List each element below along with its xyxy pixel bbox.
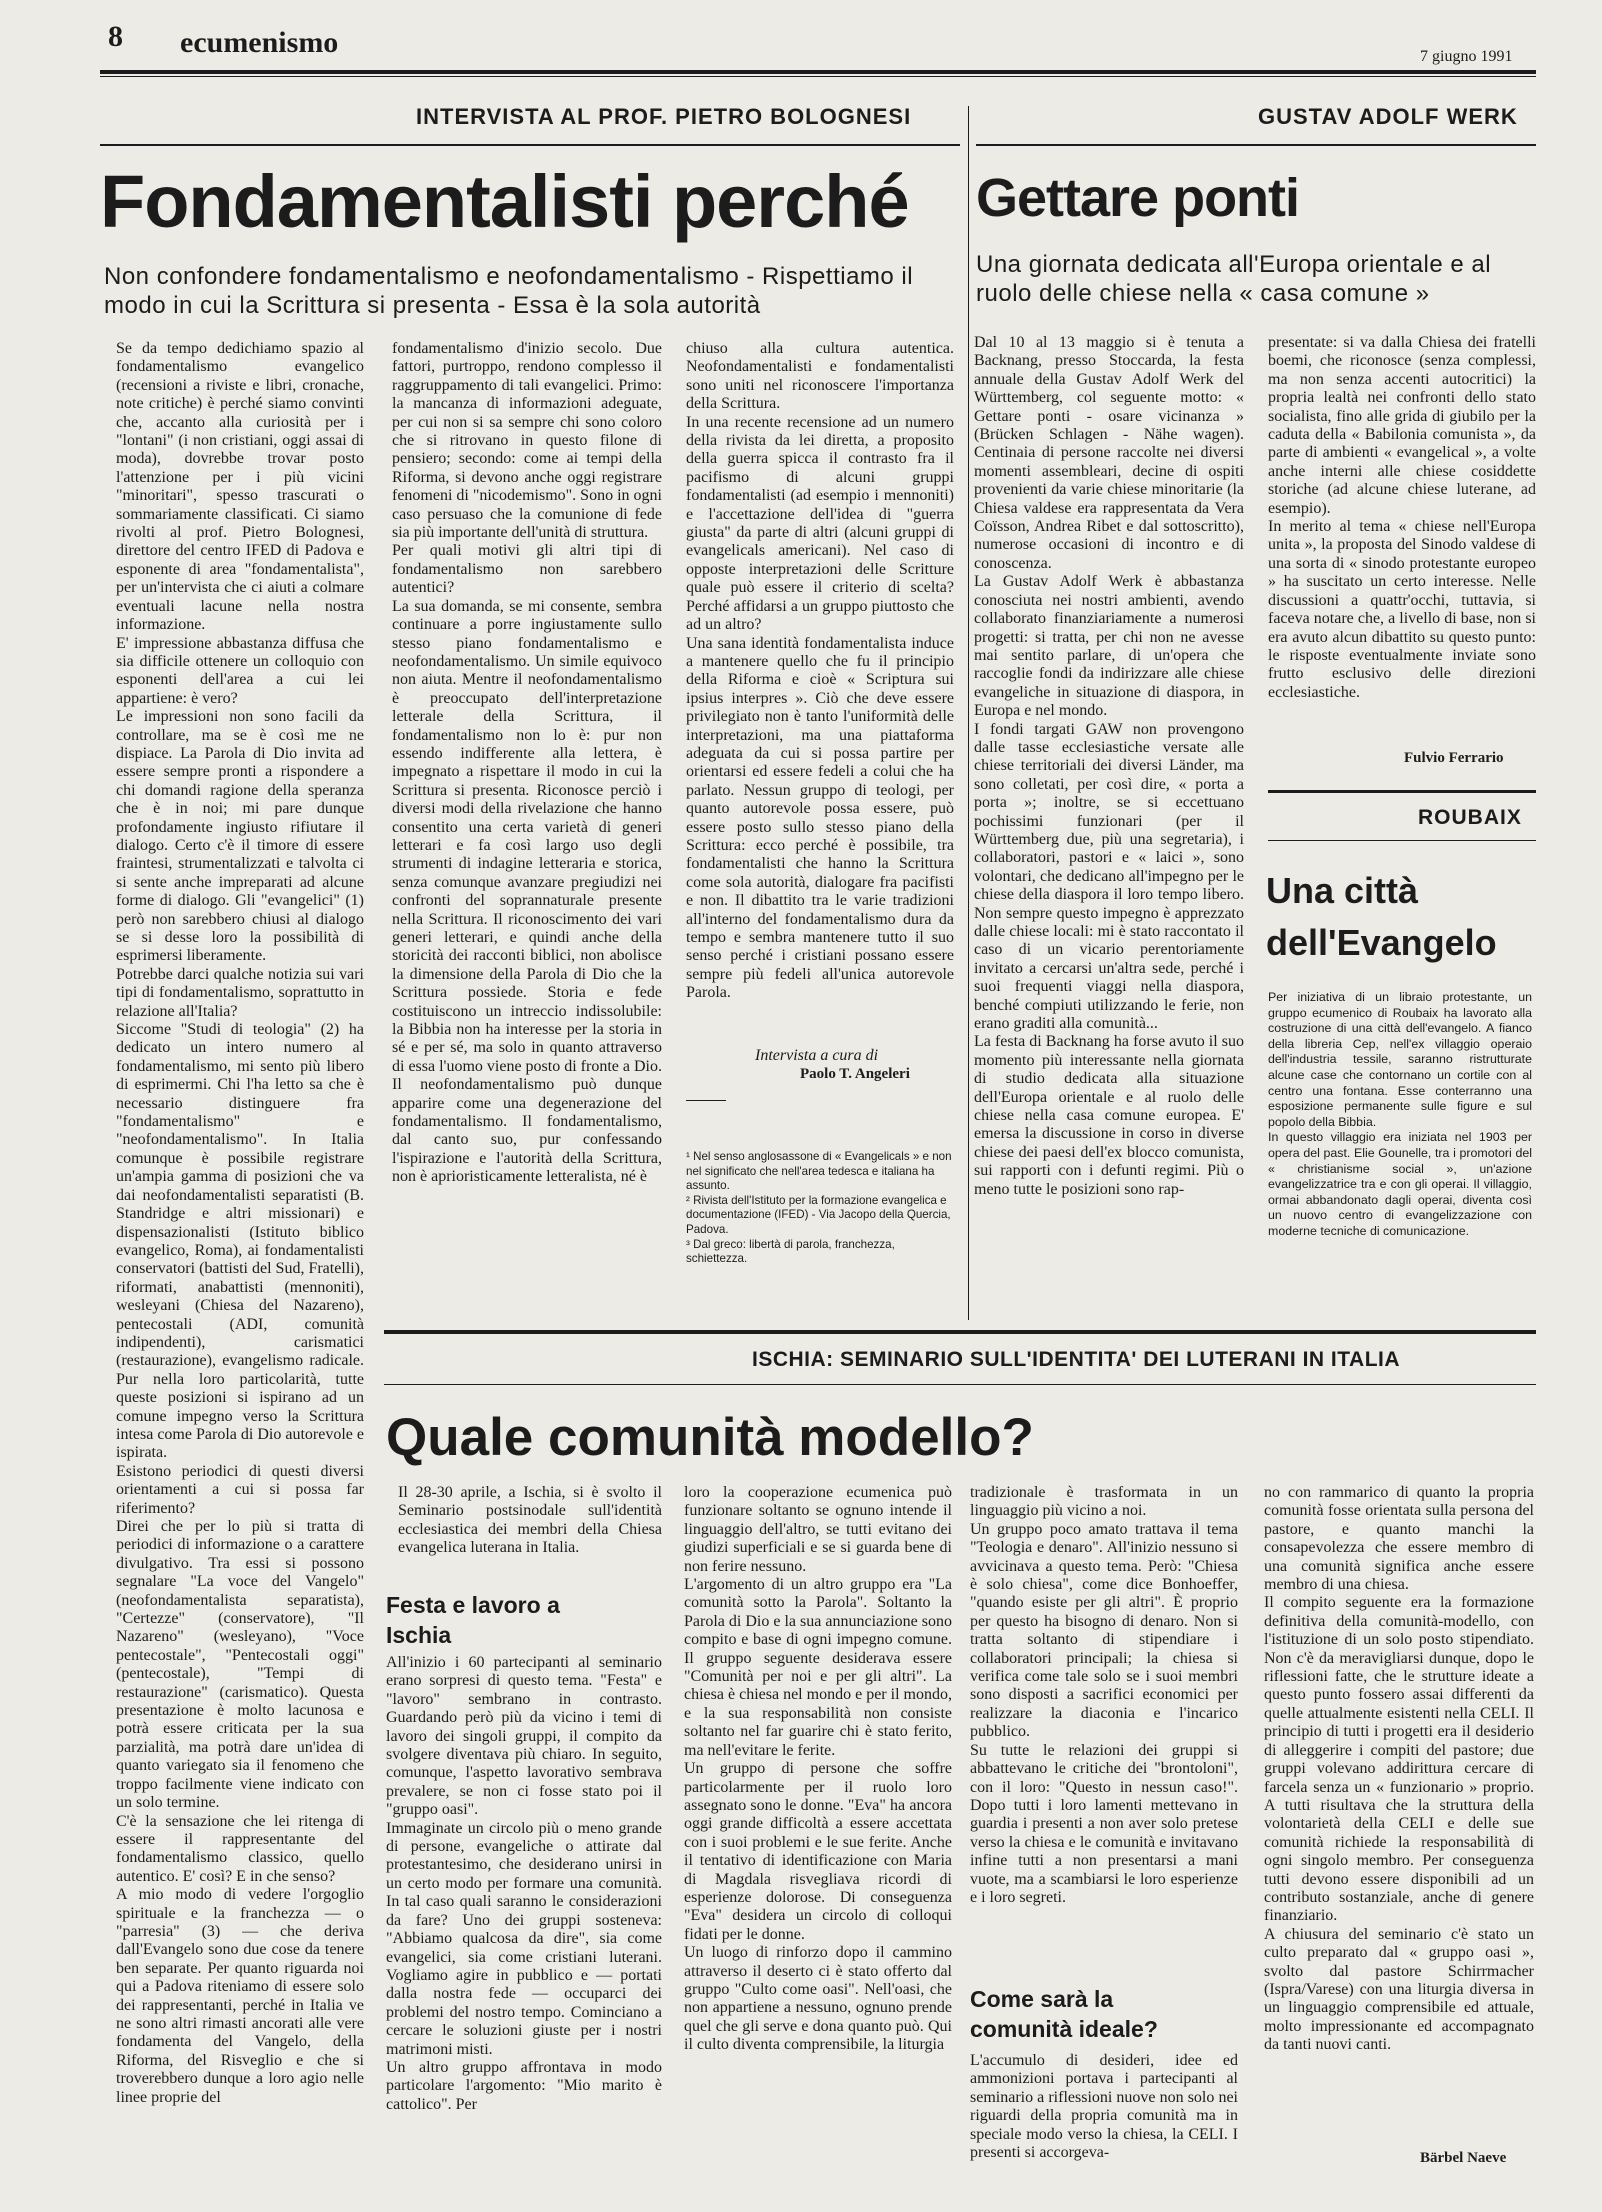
bolognesi-footnotes: ¹ Nel senso anglosassone di « Evangelicals » e non nel significato che nell'area tedesca e italiana ha assunto. ² Rivista dell'Istituto per la formazione evangelica e documentazione (IFED) - Via Jacopo della Quercia, Padova. ³ Dal greco: libertà di parola, franchezza, schiettezza. — [686, 1150, 952, 1266]
kicker-gaw: GUSTAV ADOLF WERK — [1258, 104, 1518, 129]
ischia-col1-intro: Il 28-30 aprile, a Ischia, si è svolto il Seminario postsinodale sull'identità ecclesiastica dei membri della Chiesa evangelica luterana in Italia. — [398, 1484, 662, 1557]
ischia-col3-body: L'accumulo di desideri, idee ed ammonizioni portava i partecipanti al seminario a riflessioni nuove non solo nei riguardi della propria comunità ma in speciale modo verso la chiesa, la CELI. I presenti si accorgeva- — [970, 2052, 1238, 2162]
ischia-col4: no con rammarico di quanto la propria comunità fosse orientata sulla persona del pastore, e quanto manchi la consapevolezza che essere membro di una comunità significa anche essere membro di una chiesa. Il compito seguente era la formazione definitiva della comunità-modello, con l'istituzione di un solo posto stipendiato. Non c'è da meravigliarsi dunque, dopo le riflessioni fatte, che le strutture ideate a questo punto fossero assai differenti da quelle attualmente esistenti nella CELI. Il principio di tutti i progetti era il desiderio di alleggerire i compiti del pastore; due gruppi volevano addirittura cercare di farcela senza un « funzionario » proprio. A tutti risultava che la struttura della volontarietà della CELI e delle sue comunità richiede la responsabilità di ogni singolo membro. Per conseguenza tutti devono essere disponibili ad un contributo sostanziale, anche di genere finanziario. A chiusura del seminario c'è stato un culto preparato dal « gruppo oasi », svolto dal pastore Schirrmacher (Ispra/Varese) con una liturgia diversa in un linguaggio comprensibile ed attuale, molto impressionante ed accompagnato da tanti nuovi canti. — [1264, 1484, 1534, 2054]
gaw-col1: Dal 10 al 13 maggio si è tenuta a Backnang, presso Stoccarda, la festa annuale della Gustav Adolf Werk del Württemberg, col seguente motto: « Gettare ponti - osare vicinanza » (Brücken Schlagen - Nähe wagen). Centinaia di persone raccolte nei diversi momenti assembleari, decine di ospiti provenienti da varie chiese minoritarie (la Chiesa valdese era rappresentata da Vera Coïsson, Andrea Ribet e dal sottoscritto), numerose occasioni di incontro e di conoscenza. La Gustav Adolf Werk è abbastanza conosciuta nei nostri ambienti, avendo collaborato finanziariamente a numerosi progetti: si tratta, per chi non ne avesse mai sentito parlare, di un'opera che raccoglie fondi da indirizzare alle chiese evangeliche in situazione di diaspora, in Europa e nel mondo. I fondi targati GAW non provengono dalle tasse ecclesiastiche versate alle chiese territoriali dei diversi Länder, ma sono colletati, per così dire, « porta a porta »; inoltre, se si eccettuano pochissimi funzionari (per il Württemberg due, più una segretaria), i collaboratori, pastori e « laici », sono volontari, che dedicano all'impegno per le chiese della diaspora il loro tempo libero. Non sempre questo impegno è apprezzato dalle chiese locali: mi è stato raccontato il caso di un vicario perentoriamente invitato a cercarsi un'altra sede, perché i suoi frequenti viaggi nella diaspora, benché compiuti utilizzando le ferie, non erano graditi alla comunità... La festa di Backnang ha forse avuto il suo momento più interessante nella giornata di studio dedicata alla situazione dell'Europa orientale e al ruolo delle chiese nella casa comune europea. E' emersa la discussione in corso in diverse chiese dei paesi dell'ex blocco comunista, sui rapporti con i defunti regimi. Più o meno tutte le posizioni sono rap- — [974, 334, 1244, 1198]
issue-date: 7 giugno 1991 — [1420, 48, 1513, 65]
kicker-bolognesi: INTERVISTA AL PROF. PIETRO BOLOGNESI — [416, 104, 912, 129]
headline-roubaix-2: dell'Evangelo — [1266, 922, 1497, 963]
headline-roubaix-1: Una città — [1266, 870, 1419, 911]
page-number: 8 — [108, 20, 123, 53]
masthead-rule-thin — [100, 76, 1536, 77]
kicker-rule-gaw — [976, 144, 1536, 146]
bolognesi-col2: fondamentalismo d'inizio secolo. Due fattori, purtroppo, rendono complesso il raggruppamento di tali evangelici. Primo: la mancanza di informazioni adeguate, per cui non si sa sempre chi sono coloro che si ritrovano in questo filone di pensiero; secondo: come ai tempi della Riforma, si devono anche oggi registrare fenomeni di "nicodemismo". Sono in ogni caso persuaso che la comunione di fede sia più importante dell'unità di struttura. Per quali motivi gli altri tipi di fondamentalismo non sarebbero autentici? La sua domanda, se mi consente, sembra continuare a porre ingiustamente sullo stesso piano fondamentalismo e neofondamentalismo. Un simile equivoco non aiuta. Mentre il neofondamentalismo è preoccupato dell'interpretazione letterale della Scrittura, il fondamentalismo non lo è: pur non essendo indifferente alla lettera, è impegnato a rispettare il modo in cui la Scrittura si presenta. Riconosce perciò i diversi modi della rivelazione che hanno consentito una certa varietà di generi letterari e fa così largo uso degli strumenti di indagine letteraria e storica, senza comunque avanzare pregiudizi nei confronti del soprannaturale presente nella Scrittura. Il riconoscimento dei vari generi letterari, e quindi anche della storicità dei racconti biblici, non abolisce la dimensione della Parola di Dio che la Scrittura possiede. Storia e fede costituiscono un intreccio indissolubile: la Bibbia non ha interesse per la storia in sé e per sé, ma solo in quanto attraverso di essa l'uomo viene posto di fronte a Dio. Il neofondamentalismo può dunque apparire come una degenerazione del fondamentalismo. Il fondamentalismo, dal canto suo, pur confessando l'ispirazione e l'autorità della Scrittura, non è aprioristicamente letteralista, né è — [392, 340, 662, 1186]
subtitle-bolognesi: Non confondere fondamentalismo e neofondamentalismo - Rispettiamo il modo in cui la Scrittura si presenta - Essa è la sola autorità — [104, 263, 914, 319]
ischia-top-rule — [384, 1330, 1536, 1334]
subhead-festa: Festa e lavoro a Ischia — [386, 1592, 560, 1648]
headline-ischia: Quale comunità modello? — [386, 1408, 1034, 1467]
masthead-rule — [100, 70, 1536, 74]
ischia-col3: tradizionale è trasformata in un linguaggio più vicino a noi. Un gruppo poco amato trattava il tema "Teologia e denaro". All'inizio nessuno si avvicinava a questo tema. Però: "Chiesa è solo chiesa", come dice Bonhoeffer, "quando esiste per gli altri". È proprio per questo ha bisogno di denaro. Non si tratta soltanto di stipendiare i collaboratori principali; la chiesa si verifica come tale solo se i suoi membri sono disposti a sacrifici economici per realizzare la diaconia e l'incarico pubblico. Su tutte le relazioni dei gruppi si abbattevano le critiche dei "brontoloni", con il loro: "Questo in nessun caso!". Dopo tutti i loro lamenti mettevano in guardia i presenti a non aver solo pretese verso la chiesa e le comunità e invitavano infine tutti a non presentarsi a mani vuote, ma a scambiarsi le loro esperienze e i loro segreti. — [970, 1484, 1238, 1906]
section-name: ecumenismo — [180, 26, 339, 59]
gaw-signature: Fulvio Ferrario — [1404, 750, 1504, 766]
headline-gaw: Gettare ponti — [976, 168, 1300, 228]
subtitle-gaw: Una giornata dedicata all'Europa orientale e al ruolo delle chiese nella « casa comune » — [976, 251, 1492, 307]
bolognesi-col1: Se da tempo dedichiamo spazio al fondamentalismo evangelico (recensioni a riviste e libri, cronache, note critiche) è perché siamo convinti che, accanto alla curiosità per i "lontani" (i non cristiani, oggi assai di moda), dovrebbe trovar posto l'attenzione per i più vicini "minoritari", spesso trascurati o sommariamente classificati. Ci siamo rivolti al prof. Pietro Bolognesi, direttore del centro IFED di Padova e esponente di area "fondamentalista", per un'intervista che ci aiuti a colmare eventuali lacune nella nostra informazione. E' impressione abbastanza diffusa che sia difficile ottenere un colloquio con esponenti dell'area a cui lei appartiene: è vero? Le impressioni non sono facili da controllare, ma se è così me ne dispiace. La Parola di Dio invita ad essere sempre pronti a rispondere a chi domandi ragione della speranza che è in noi; mi pare dunque profondamente ingiusto rifiutare il dialogo. Certo c'è il timore di essere fraintesi, strumentalizzati e talvolta ci si sente anche impreparati ad alcune forme di dialogo. Gli "evangelici" (1) però non sarebbero chiusi al dialogo se si desse loro la possibilità di esprimersi liberamente. Potrebbe darci qualche notizia sui vari tipi di fondamentalismo, soprattutto in relazione all'Italia? Siccome "Studi di teologia" (2) ha dedicato un intero numero al fondamentalismo, mi sento più libero di esprimermi. Chi l'ha letto sa che è necessario distinguere fra "fondamentalismo" e "neofondamentalismo". In Italia comunque è possibile registrare un'ampia gamma di posizioni che va dai neofondamentalisti separatisti (B. Standridge e altri missionari) e dispensazionalisti (Istituto biblico evangelico, Roma), ai fondamentalisti conservatori (battisti del Sud, Fratelli), riformati, anabattisti (mennoniti), wesleyani (Chiesa del Nazareno), pentecostali (ADI, comunità indipendenti), carismatici (restaurazione), evangelismo radicale. Pur nella loro particolarità, tutte queste posizioni si ispirano ad un comune impegno verso la Scrittura intesa come Parola di Dio autorevole e ispirata. Esistono periodici di questi diversi orientamenti a cui si possa far riferimento? Direi che per lo più si tratta di periodici di informazione o a carattere divulgativo. Tra essi si possono segnalare "La voce del Vangelo" (neofondamentalista separatista), "Certezze" (conservatore), "Il Nazareno" (wesleyano), "Voce pentecostale", "Pentecostali oggi" (pentecostale), "Tempi di restaurazione" (carismatico). Questa presentazione è molto lacunosa e potrà essere criticata per la sua parzialità, ma potrà dare un'idea di quanto variegato sia il fenomeno che troppo facilmente viene indicato con un solo termine. C'è la sensazione che lei ritenga di essere il rappresentante del fondamentalismo classico, quello autentico. E' così? E in che senso? A mio modo di vedere l'orgoglio spirituale e la franchezza — o "parresia" (3) — che deriva dall'Evangelo sono due cose da tenere ben separate. Per quanto riguarda noi qui a Padova riteniamo di essere solo dei rappresentanti, perché in Italia ve ne sono altri rimasti ancorati alle vere fondamenta del Vangelo, della Riforma, del Risveglio e che si troverebbero dunque a loro agio nelle linee proprie del — [116, 340, 364, 2106]
byline-name: Paolo T. Angeleri — [800, 1066, 910, 1082]
roubaix-top-rule — [1268, 790, 1536, 793]
ischia-col1-body: All'inizio i 60 partecipanti al seminario erano sorpresi di questo tema. "Festa" e "lavoro" sembrano in contrasto. Guardando però più da vicino i temi di lavoro dei singoli gruppi, il compito da svolgere diventava più chiaro. In seguito, comunque, l'aspetto lavorativo sembrava prevalere, se non ci fosse stato poi il "gruppo oasi". Immaginate un circolo più o meno grande di persone, evangeliche o attirate dal protestantesimo, che desiderano unirsi in un certo modo per formare una comunità. In tal caso quali saranno le considerazioni da fare? Uno dei gruppi sosteneva: "Abbiamo qualcosa da dire", sia come evangelici, sia come cristiani luterani. Vogliamo agire in pubblico e — portati dalla nostra fede — occuparci dei problemi del nostro tempo. Cominciano a cercare le soluzioni giuste per i nostri matrimoni misti. Un altro gruppo affrontava in modo particolare l'argomento: "Mio marito è cattolico". Per — [386, 1654, 662, 2113]
subhead-comunita-ideale: Come sarà la comunità ideale? — [970, 1986, 1158, 2042]
ischia-kicker-rule — [384, 1384, 1536, 1385]
footnote-rule — [686, 1100, 726, 1101]
kicker-roubaix: ROUBAIX — [1418, 806, 1522, 829]
byline-label: Intervista a cura di — [755, 1047, 879, 1064]
bolognesi-col3: chiuso alla cultura autentica. Neofondamentalisti e fondamentalisti sono uniti nel riconoscere l'importanza della Scrittura. In una recente recensione ad un numero della rivista da lei diretta, a proposito della guerra spicca il contrasto fra il pacifismo di alcuni gruppi fondamentalisti (ad esempio i mennoniti) e l'accettazione dell'idea di "guerra giusta" da parte di altri (alcuni gruppi di evangelicals americani). Nel caso di opposte interpretazioni delle Scritture quale può essere il criterio di scelta? Perché affidarsi a un gruppo piuttosto che ad un altro? Una sana identità fondamentalista induce a mantenere quello che fu il principio della Riforma e cioè « Scriptura sui ipsius interpres ». Ciò che deve essere privilegiato non è tanto l'uniformità delle interpretazioni, ma una piattaforma adeguata da cui si possa partire per orientarsi ed essere fedeli a colui che ha parlato. Nessun gruppo di teologi, per quanto autorevole possa essere, può essere posto sullo stesso piano della Scrittura: ecco perché è possibile, tra fondamentalisti che hanno la Scrittura come sola autorità, dialogare fra pacifisti e non. Il dibattito tra le varie tradizioni all'interno del fondamentalismo dura da tempo e sembra mantenere tutto il suo senso perché i cristiani possano essere sempre più fedeli all'unica autorevole Parola. — [686, 340, 954, 1002]
kicker-rule-bolognesi — [100, 144, 960, 146]
roubaix-kicker-rule — [1268, 840, 1536, 841]
roubaix-body: Per iniziativa di un libraio protestante, un gruppo ecumenico di Roubaix ha lavorato alla costruzione di una città dell'evangelo. A fianco della libreria Cep, nell'ex villaggio operaio dell'industria tessile, saranno ristrutturate alcune case che contornano un cortile con al centro una fontana. Esse conterranno una esposizione permanente sulle figure e sul popolo della Bibbia. In questo villaggio era iniziata nel 1903 per opera del past. Elie Gounelle, tra i promotori del « christianisme social », un'azione evangelizzatrice tra e con gli operai. Il villaggio, ormai abbandonato dagli operai, diventa così un nuovo centro di evangelizzazione con moderne tecniche di comunicazione. — [1268, 990, 1532, 1238]
ischia-signature: Bärbel Naeve — [1420, 2150, 1507, 2166]
column-divider — [968, 106, 969, 1320]
ischia-col2: loro la cooperazione ecumenica può funzionare soltanto se ognuno intende il linguaggio dell'altro, se tutti evitano dei giudizi superficiali e se si guarda bene di non ferire nessuno. L'argomento di un altro gruppo era "La comunità sotto la Parola". Soltanto la Parola di Dio e la sua annunciazione sono compito e base di ogni impegno comune. Il gruppo seguente desiderava essere "Comunità per noi e per gli altri". La chiesa è chiesa nel mondo e per il mondo, e la sua responsabilità non consiste soltanto nel far guarire chi è stato ferito, ma nell'evitare le ferite. Un gruppo di persone che soffre particolarmente per il ruolo loro assegnato sono le donne. "Eva" ha ancora oggi grande difficoltà a essere accettata con i suoi problemi e le sue ferite. Anche il tentativo di identificazione con Maria di Magdala risvegliava ricordi di esperienze dolorose. Di conseguenza "Eva" desidera un circolo di colloqui fidati per le donne. Un luogo di rinforzo dopo il cammino attraverso il deserto ci è stato offerto dal gruppo "Culto come oasi". Nell'oasi, che non appartiene a nessuno, ognuno prende quel che gli serve e dona quanto può. Qui il culto diventa comprensibile, la liturgia — [684, 1484, 952, 2054]
headline-bolognesi: Fondamentalisti perché — [100, 160, 909, 243]
kicker-ischia: ISCHIA: SEMINARIO SULL'IDENTITA' DEI LUTERANI IN ITALIA — [752, 1348, 1401, 1371]
gaw-col2: presentate: si va dalla Chiesa dei fratelli boemi, che riconosce (senza complessi, ma non senza accenti autocritici) la propria lealtà nei confronti dello stato socialista, fino alle grida di giubilo per la caduta della « Babilonia comunista », da parte di ambienti « evangelical », a volte anche interni alle chiese cosiddette storiche (ad alcune chiese luterane, ad esempio). In merito al tema « chiese nell'Europa unita », la proposta del Sinodo valdese di una sorta di « sinodo protestante europeo » ha suscitato un certo interesse. Nelle discussioni a quattr'occhi, tuttavia, si faceva notare che, a livello di base, non si era avuto alcun dibattito su questo punto: le risposte eventualmente inviate sono frutto esclusivo delle direzioni ecclesiastiche. — [1268, 334, 1536, 701]
